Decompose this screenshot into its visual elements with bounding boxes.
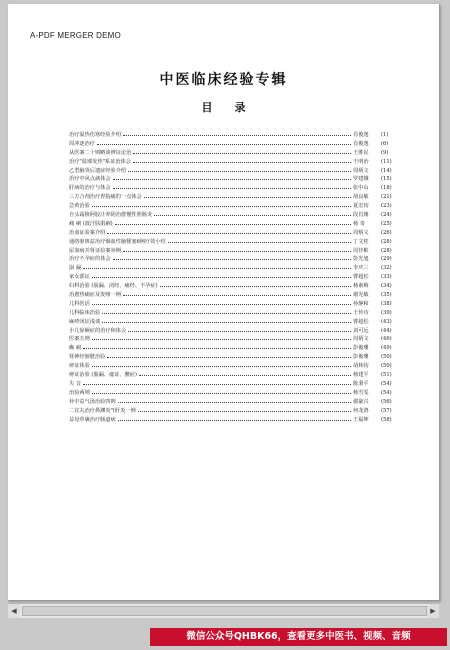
- toc-entry-author: 杨素梅: [353, 283, 369, 290]
- toc-entry-title: 家女部证: [69, 274, 90, 281]
- toc-leader-dots: [92, 202, 351, 207]
- toc-entry[interactable]: [69, 158, 401, 167]
- toc-entry-author: 夏宏钧: [353, 203, 369, 210]
- toc-entry[interactable]: [69, 264, 401, 273]
- toc-entry-author: 刘可远: [353, 327, 369, 334]
- toc-entry[interactable]: [69, 273, 401, 282]
- toc-leader-dots: [92, 389, 351, 394]
- toc-leader-dots: [92, 362, 351, 367]
- toc-entry-page: (46): [381, 336, 392, 343]
- toc-entry-title: 痹证体验: [69, 363, 90, 370]
- toc-entry[interactable]: [69, 202, 401, 211]
- toc-entry-author: 李庆三: [353, 265, 369, 272]
- toc-leader-dots: [83, 344, 351, 349]
- toc-entry-title: 补中益气汤治验四则: [69, 398, 116, 405]
- toc-entry-title: 治愈热痛症及发哑一例: [69, 292, 121, 299]
- toc-leader-dots: [118, 398, 351, 403]
- toc-entry-author: 胡林钧: [353, 363, 369, 370]
- toc-entry[interactable]: [69, 149, 401, 158]
- toc-entry[interactable]: [69, 309, 401, 318]
- toc-entry-author: 彭俊珊: [353, 354, 369, 361]
- toc-leader-dots: [133, 149, 351, 154]
- toc-entry-title: 益母草裹治疗肠道病: [69, 416, 116, 423]
- toc-entry-author: 周炳文: [353, 336, 369, 343]
- toc-entry-author: 谢豪兴: [353, 398, 369, 405]
- toc-entry-title: 失 音: [69, 380, 82, 387]
- toc-entry-title: 治疗"温邪发热"系证治体会: [69, 158, 131, 165]
- toc-entry-title: 儿科医话: [69, 300, 90, 307]
- toc-leader-dots: [133, 158, 351, 163]
- toc-entry[interactable]: [69, 318, 401, 327]
- toc-entry[interactable]: [69, 353, 401, 362]
- toc-entry[interactable]: [69, 380, 401, 389]
- toc-entry-author: 彭俊珊: [353, 345, 369, 352]
- toc-leader-dots: [123, 247, 351, 252]
- document-page: [8, 4, 440, 601]
- toc-entry-title: 自头霜植阿胶汁养阴治愈慢性胆肠炎: [69, 212, 153, 219]
- toc-entry-author: 彭光旭: [353, 256, 369, 263]
- toc-heading: 目录: [201, 101, 268, 114]
- toc-entry-title: 痛 痢 (波汗肤肌痢): [69, 220, 113, 227]
- toc-entry-author: 曹超松: [353, 318, 369, 325]
- table-of-contents: [69, 131, 401, 424]
- toc-entry-page: (50): [381, 354, 392, 361]
- toc-entry[interactable]: [69, 407, 401, 416]
- toc-leader-dots: [113, 175, 351, 180]
- toc-entry-author: 张中山: [353, 185, 369, 192]
- toc-entry-title: 治疗温热伤寒经验介绍: [69, 132, 121, 138]
- toc-entry[interactable]: [69, 300, 401, 309]
- toc-entry-title: 通络驱斑益治疗烟血性脑梗塞6例疗效小结: [69, 238, 166, 245]
- toc-entry-page: (54): [381, 389, 392, 396]
- toc-entry[interactable]: [69, 344, 401, 353]
- toc-entry-title: 乙型脑炎后遗症经验介绍: [69, 167, 127, 174]
- toc-entry[interactable]: [69, 371, 401, 380]
- toc-entry-page: (23): [381, 203, 392, 210]
- toc-entry-title: 痹证治验 (脂漏、痿证、腰症): [69, 372, 137, 379]
- toc-entry-author: 谢光敏: [353, 292, 369, 299]
- toc-entry-title: 尿血病并肾证验案举例: [69, 247, 121, 254]
- toc-entry-title: 肾神经膀胱治验: [69, 354, 106, 361]
- toc-entry-page: (9): [381, 149, 389, 156]
- toc-entry[interactable]: [69, 327, 401, 336]
- toc-entry-title: 癫 痫: [69, 345, 82, 352]
- toc-entry[interactable]: [69, 398, 401, 407]
- toc-entry-title: 肝病的治疗与体会: [69, 185, 111, 192]
- toc-entry-page: (6): [381, 140, 389, 147]
- toc-entry-page: (39): [381, 309, 392, 316]
- toc-entry-page: (33): [381, 274, 392, 281]
- watermark-text: A-PDF MERGER DEMO: [30, 31, 121, 40]
- toc-entry[interactable]: [69, 184, 401, 193]
- toc-entry-title: 小儿惊厥症的治疗和体会: [69, 327, 127, 334]
- toc-entry[interactable]: [69, 238, 401, 247]
- toc-entry-title: 治疗不孕症的体会: [69, 256, 111, 263]
- toc-entry-author: 陈秉平: [353, 380, 369, 387]
- toc-leader-dots: [83, 380, 351, 385]
- toc-leader-dots: [139, 371, 351, 376]
- toc-entry-page: (56): [381, 398, 392, 405]
- toc-leader-dots: [115, 220, 351, 225]
- toc-entry-page: (24): [381, 212, 392, 219]
- toc-leader-dots: [92, 273, 351, 278]
- toc-entry-page: (57): [381, 407, 392, 414]
- toc-leader-dots: [118, 416, 351, 421]
- toc-entry-page: (58): [381, 416, 392, 423]
- toc-entry[interactable]: [69, 362, 401, 371]
- toc-entry[interactable]: [69, 211, 401, 220]
- toc-entry-author: 王明治: [353, 158, 369, 165]
- toc-entry-author: 杨建平: [353, 372, 369, 379]
- toc-entry-title: 治疗中风点滴体会: [69, 176, 111, 183]
- toc-entry-author: 胡良敏: [353, 194, 369, 201]
- toc-entry-page: (11): [381, 158, 392, 165]
- toc-entry[interactable]: [69, 282, 401, 291]
- toc-entry-title: 治血证验案介绍: [69, 229, 106, 236]
- toc-entry-author: 罗建娥: [353, 176, 369, 183]
- toc-leader-dots: [83, 264, 351, 269]
- toc-entry-title: 治验两则: [69, 389, 90, 396]
- toc-entry-page: (15): [381, 176, 392, 183]
- toc-leader-dots: [128, 327, 351, 332]
- toc-entry-title: 三方合剂治疗胃脘痛的一点体会: [69, 194, 142, 201]
- toc-entry[interactable]: [69, 389, 401, 398]
- toc-entry-page: (38): [381, 300, 392, 307]
- toc-entry-page: (44): [381, 327, 392, 334]
- toc-entry-author: 段肖瑰: [353, 212, 369, 219]
- toc-entry[interactable]: [69, 247, 401, 256]
- toc-leader-dots: [160, 282, 351, 287]
- toc-entry-author: 孙静和: [353, 300, 369, 307]
- toc-entry-title: 麻疹闭证浅谈: [69, 318, 101, 325]
- toc-entry-page: (26): [381, 229, 392, 236]
- toc-entry[interactable]: [69, 131, 401, 140]
- toc-entry[interactable]: [69, 255, 401, 264]
- toc-entry[interactable]: [69, 229, 401, 238]
- toc-entry-author: 肖俊逸: [353, 132, 369, 138]
- toc-entry-page: (32): [381, 265, 392, 272]
- toc-leader-dots: [168, 238, 351, 243]
- toc-leader-dots: [97, 140, 351, 145]
- toc-entry-page: (18): [381, 185, 392, 192]
- toc-entry-author: 何龙鸿: [353, 407, 369, 414]
- promo-banner: 微信公众号QHBK66，查看更多中医书、视频、音频: [150, 628, 447, 646]
- toc-entry-page: (50): [381, 363, 392, 370]
- toc-entry[interactable]: [69, 175, 401, 184]
- toc-entry-author: 周炳文: [353, 229, 369, 236]
- toc-entry-author: 周炳文: [353, 167, 369, 174]
- toc-leader-dots: [113, 255, 351, 260]
- toc-entry-page: (51): [381, 372, 392, 379]
- toc-entry-page: (1): [381, 132, 389, 138]
- toc-entry-page: (28): [381, 238, 392, 245]
- toc-leader-dots: [107, 229, 351, 234]
- toc-leader-dots: [92, 335, 351, 340]
- toc-entry-title: 妇科治验 (崩漏、闭经、痛经、不孕症): [69, 283, 158, 290]
- toc-entry-author: 杨 奇: [353, 220, 366, 227]
- toc-entry-title: 急黄治验: [69, 203, 90, 210]
- toc-entry[interactable]: [69, 416, 401, 425]
- toc-leader-dots: [92, 300, 351, 305]
- toc-entry-page: (49): [381, 345, 392, 352]
- toc-entry-title: 崩 漏: [69, 265, 82, 272]
- scroll-right-icon[interactable]: ▶: [427, 604, 439, 618]
- toc-leader-dots: [123, 291, 351, 296]
- toc-leader-dots: [107, 353, 351, 358]
- toc-entry-author: 周佳彬: [353, 247, 369, 254]
- toc-leader-dots: [128, 167, 351, 172]
- toc-entry-author: 王胜民: [353, 149, 369, 156]
- toc-entry-page: (25): [381, 220, 392, 227]
- book-title: 中医临床经验专辑: [159, 72, 288, 88]
- toc-leader-dots: [138, 407, 351, 412]
- toc-leader-dots: [113, 184, 351, 189]
- toc-entry[interactable]: [69, 140, 401, 149]
- toc-leader-dots: [144, 193, 351, 198]
- toc-leader-dots: [154, 211, 351, 216]
- toc-entry-page: (54): [381, 380, 392, 387]
- toc-entry-page: (35): [381, 292, 392, 299]
- toc-leader-dots: [102, 318, 351, 323]
- horizontal-scrollbar[interactable]: [8, 603, 439, 618]
- toc-entry-author: 王传诗: [353, 309, 369, 316]
- toc-leader-dots: [123, 131, 351, 136]
- toc-entry-title: 儿科临床治验: [69, 309, 101, 316]
- toc-entry-author: 杨雪雯: [353, 389, 369, 396]
- toc-entry-author: 王福坤: [353, 416, 369, 423]
- toc-entry-author: 肖俊逸: [353, 140, 369, 147]
- scroll-thumb[interactable]: [22, 606, 427, 616]
- toc-entry-title: 周冲逐治疗: [69, 140, 95, 147]
- toc-entry[interactable]: [69, 220, 401, 229]
- toc-entry[interactable]: [69, 291, 401, 300]
- toc-entry-author: 曹超松: [353, 274, 369, 281]
- toc-entry-page: (29): [381, 256, 392, 263]
- toc-entry-title: 从医案二十则略谈辨证论治: [69, 149, 132, 156]
- scroll-left-icon[interactable]: ◀: [8, 604, 20, 618]
- toc-leader-dots: [102, 309, 351, 314]
- toc-entry-page: (34): [381, 283, 392, 290]
- toc-entry-page: (21): [381, 194, 392, 201]
- toc-entry-page: (14): [381, 167, 392, 174]
- toc-entry-title: 医案五则: [69, 336, 90, 343]
- toc-entry-title: 二宜丸治疗鼻渊炎"(肝炎一例: [69, 407, 136, 414]
- toc-entry[interactable]: [69, 193, 401, 202]
- toc-entry[interactable]: [69, 335, 401, 344]
- toc-entry[interactable]: [69, 167, 401, 176]
- toc-entry-page: (43): [381, 318, 392, 325]
- toc-entry-page: (28): [381, 247, 392, 254]
- toc-entry-author: 丁文桂: [353, 238, 369, 245]
